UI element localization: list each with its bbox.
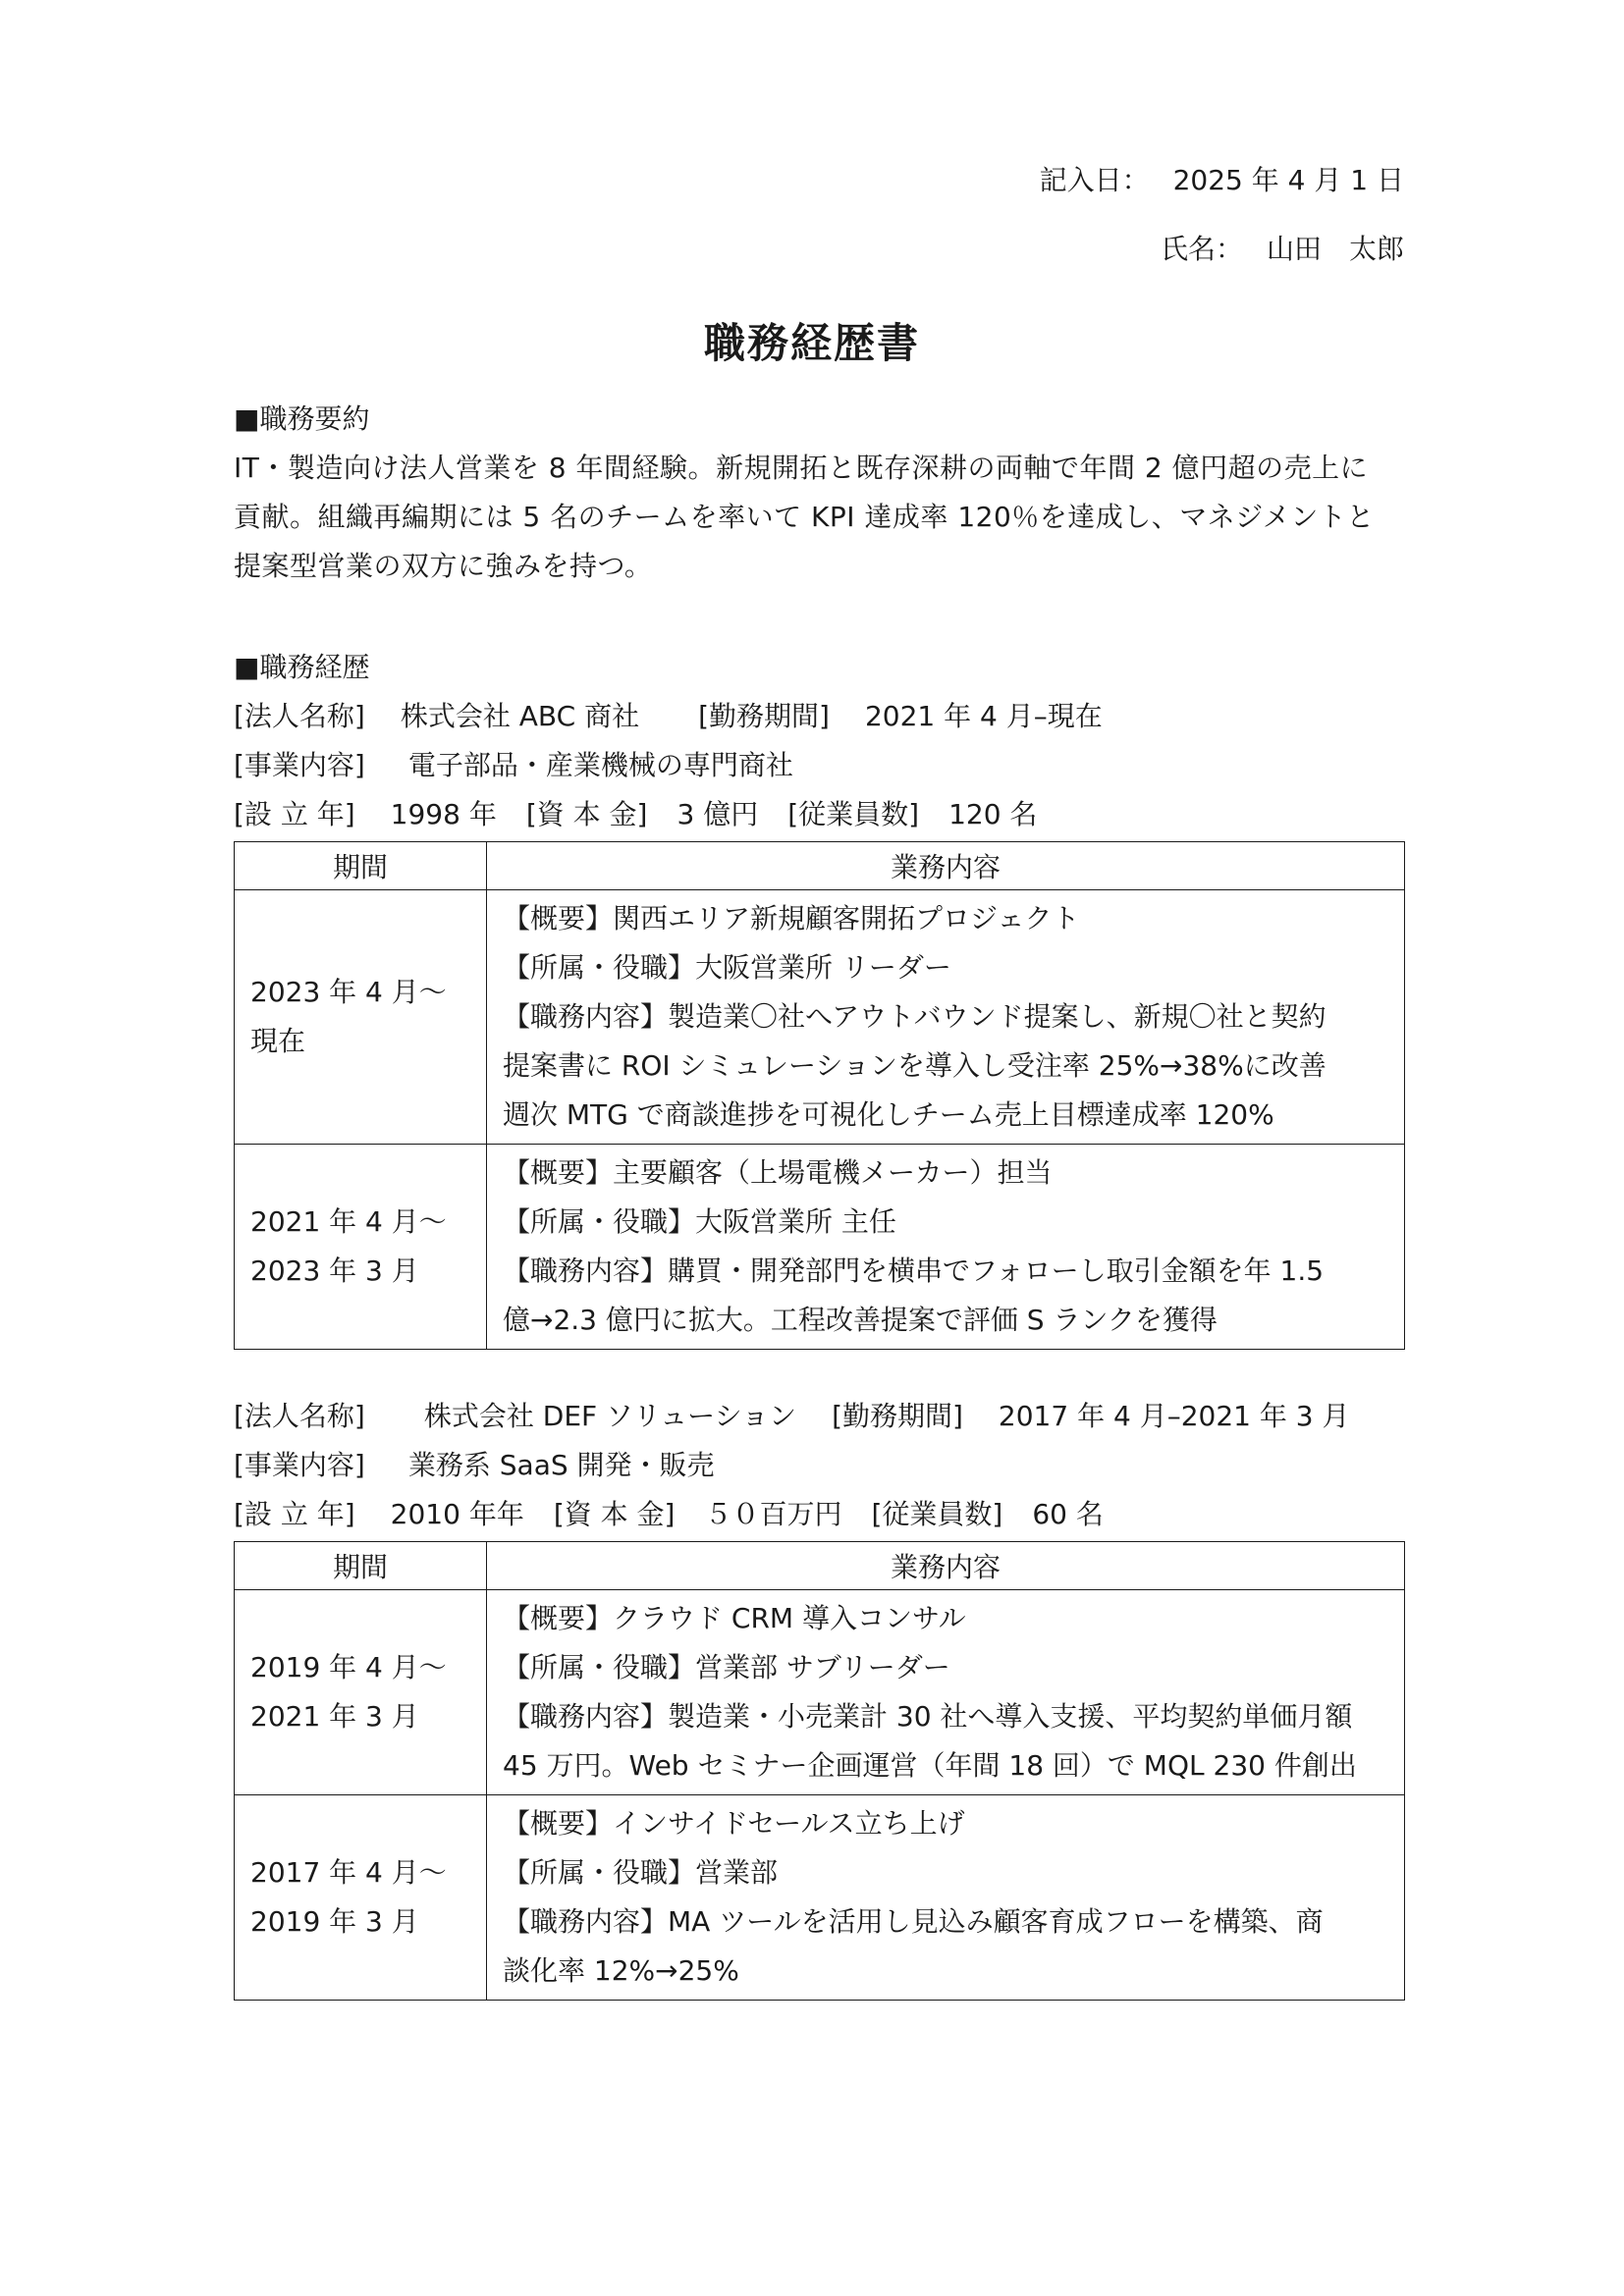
period-end: 2023 年 3 月 [250, 1255, 419, 1287]
period-cell [235, 1145, 487, 1350]
period-cell [235, 890, 487, 1145]
content-line: 【所属・役職】大阪営業所 主任 [503, 1205, 896, 1238]
company-name: 株式会社 ABC 商社 [400, 700, 640, 732]
content-line: 【職務内容】MA ツールを活用し見込み顧客育成フローを構築、商 [503, 1905, 1324, 1938]
content-line: 【所属・役職】営業部 [503, 1856, 779, 1889]
table-row [235, 1145, 1405, 1350]
employees-value: 60 名 [1032, 1498, 1104, 1530]
content-header: 業務内容 [487, 1542, 1405, 1590]
period-header: 期間 [235, 842, 487, 890]
founded-label: [設 立 年] [234, 798, 355, 830]
company-facts-line [234, 1490, 1404, 1539]
table-header-row [235, 1542, 1405, 1590]
content-line: 【概要】関西エリア新規顧客開拓プロジェクト [503, 902, 1080, 934]
content-cell [487, 1590, 1405, 1795]
summary-text [234, 444, 1404, 591]
period-end: 2021 年 3 月 [250, 1700, 419, 1733]
content-cell [487, 1795, 1405, 2001]
period-start: 2017 年 4 月～ [250, 1856, 447, 1889]
content-line: 【概要】インサイドセールス立ち上げ [503, 1807, 965, 1840]
company-block [234, 1392, 1404, 2001]
table-header-row [235, 842, 1405, 890]
company-name-line [234, 1392, 1404, 1441]
company-block [234, 692, 1404, 1350]
business-label: [事業内容] [234, 1449, 365, 1481]
career-table [234, 841, 1405, 1350]
history-heading: ■職務経歴 [234, 651, 370, 683]
business-line [234, 741, 1404, 790]
entry-date [1040, 161, 1404, 200]
applicant-name-label: 氏名： [1160, 233, 1243, 265]
tenure-label: [勤務期間] [832, 1400, 963, 1432]
company-name: 株式会社 DEF ソリューション [423, 1400, 797, 1432]
applicant-name-value: 山田 太郎 [1266, 233, 1404, 265]
business-label: [事業内容] [234, 749, 365, 781]
applicant-name [1161, 230, 1404, 269]
period-start: 2023 年 4 月～ [250, 976, 447, 1008]
capital-value: 3 億円 [677, 798, 759, 830]
summary-heading: ■職務要約 [234, 402, 370, 435]
capital-value: ５０百万円 [704, 1498, 842, 1530]
content-line: 【職務内容】購買・開発部門を横串でフォローし取引金額を年 1.5 [503, 1255, 1325, 1287]
content-cell [487, 1145, 1405, 1350]
content-header: 業務内容 [487, 842, 1405, 890]
business-value: 業務系 SaaS 開発・販売 [407, 1449, 715, 1481]
history-section [234, 643, 1404, 1350]
capital-label: [資 本 金] [525, 798, 648, 830]
table-row [235, 1590, 1405, 1795]
content-line: 談化率 12%→25% [503, 1954, 739, 1987]
business-line [234, 1441, 1404, 1490]
content-line: 週次 MTG で商談進捗を可視化しチーム売上目標達成率 120% [503, 1098, 1274, 1131]
tenure-label: [勤務期間] [698, 700, 830, 732]
period-start: 2019 年 4 月～ [250, 1651, 447, 1683]
tenure-value: 2021 年 4 月–現在 [864, 700, 1103, 732]
company-label: [法人名称] [234, 700, 365, 732]
founded-value: 1998 年 [390, 798, 497, 830]
period-cell [235, 1590, 487, 1795]
founded-label: [設 立 年] [234, 1498, 355, 1530]
company-name-line [234, 692, 1404, 741]
summary-line: 提案型営業の双方に強みを持つ。 [234, 550, 653, 582]
period-header: 期間 [235, 1542, 487, 1590]
career-table [234, 1541, 1405, 2001]
entry-date-label: 記入日： [1039, 164, 1150, 196]
employees-label: [従業員数] [787, 798, 920, 830]
summary-line: 貢献。組織再編期には 5 名のチームを率いて KPI 達成率 120％を達成し、マネジメントと [234, 501, 1375, 533]
content-line: 【概要】主要顧客（上場電機メーカー）担当 [503, 1156, 1053, 1189]
table-row [235, 1795, 1405, 2001]
period-start: 2021 年 4 月～ [250, 1205, 447, 1238]
company-label: [法人名称] [234, 1400, 365, 1432]
summary-line: IT・製造向け法人営業を 8 年間経験。新規開拓と既存深耕の両軸で年間 2 億円超の売上に [234, 452, 1369, 484]
content-line: 【職務内容】製造業・小売業計 30 社へ導入支援、平均契約単価月額 [503, 1700, 1353, 1733]
period-end: 現在 [250, 1025, 306, 1057]
period-end: 2019 年 3 月 [250, 1905, 419, 1938]
business-value: 電子部品・産業機械の専門商社 [407, 749, 793, 781]
document-title: 職務経歴書 [703, 319, 920, 367]
period-cell [235, 1795, 487, 2001]
content-line: 【所属・役職】営業部 サブリーダー [503, 1651, 950, 1683]
content-line: 提案書に ROI シミュレーションを導入し受注率 25%→38%に改善 [503, 1049, 1326, 1082]
capital-label: [資 本 金] [553, 1498, 676, 1530]
employees-value: 120 名 [948, 798, 1038, 830]
company-facts-line [234, 790, 1404, 839]
content-line: 【所属・役職】大阪営業所 リーダー [503, 951, 951, 984]
entry-date-value: 2025 年 4 月 1 日 [1172, 164, 1404, 196]
content-line: 【職務内容】製造業〇社へアウトバウンド提案し、新規〇社と契約 [503, 1000, 1326, 1033]
content-cell [487, 890, 1405, 1145]
founded-value: 2010 年年 [390, 1498, 524, 1530]
content-line: 億→2.3 億円に拡大。工程改善提案で評価 S ランクを獲得 [503, 1304, 1218, 1336]
content-line: 45 万円。Web セミナー企画運営（年間 18 回）で MQL 230 件創出 [503, 1749, 1357, 1782]
employees-label: [従業員数] [871, 1498, 1003, 1530]
summary-section [234, 395, 1404, 591]
content-line: 【概要】クラウド CRM 導入コンサル [503, 1602, 966, 1634]
tenure-value: 2017 年 4 月–2021 年 3 月 [998, 1400, 1350, 1432]
table-row [235, 890, 1405, 1145]
